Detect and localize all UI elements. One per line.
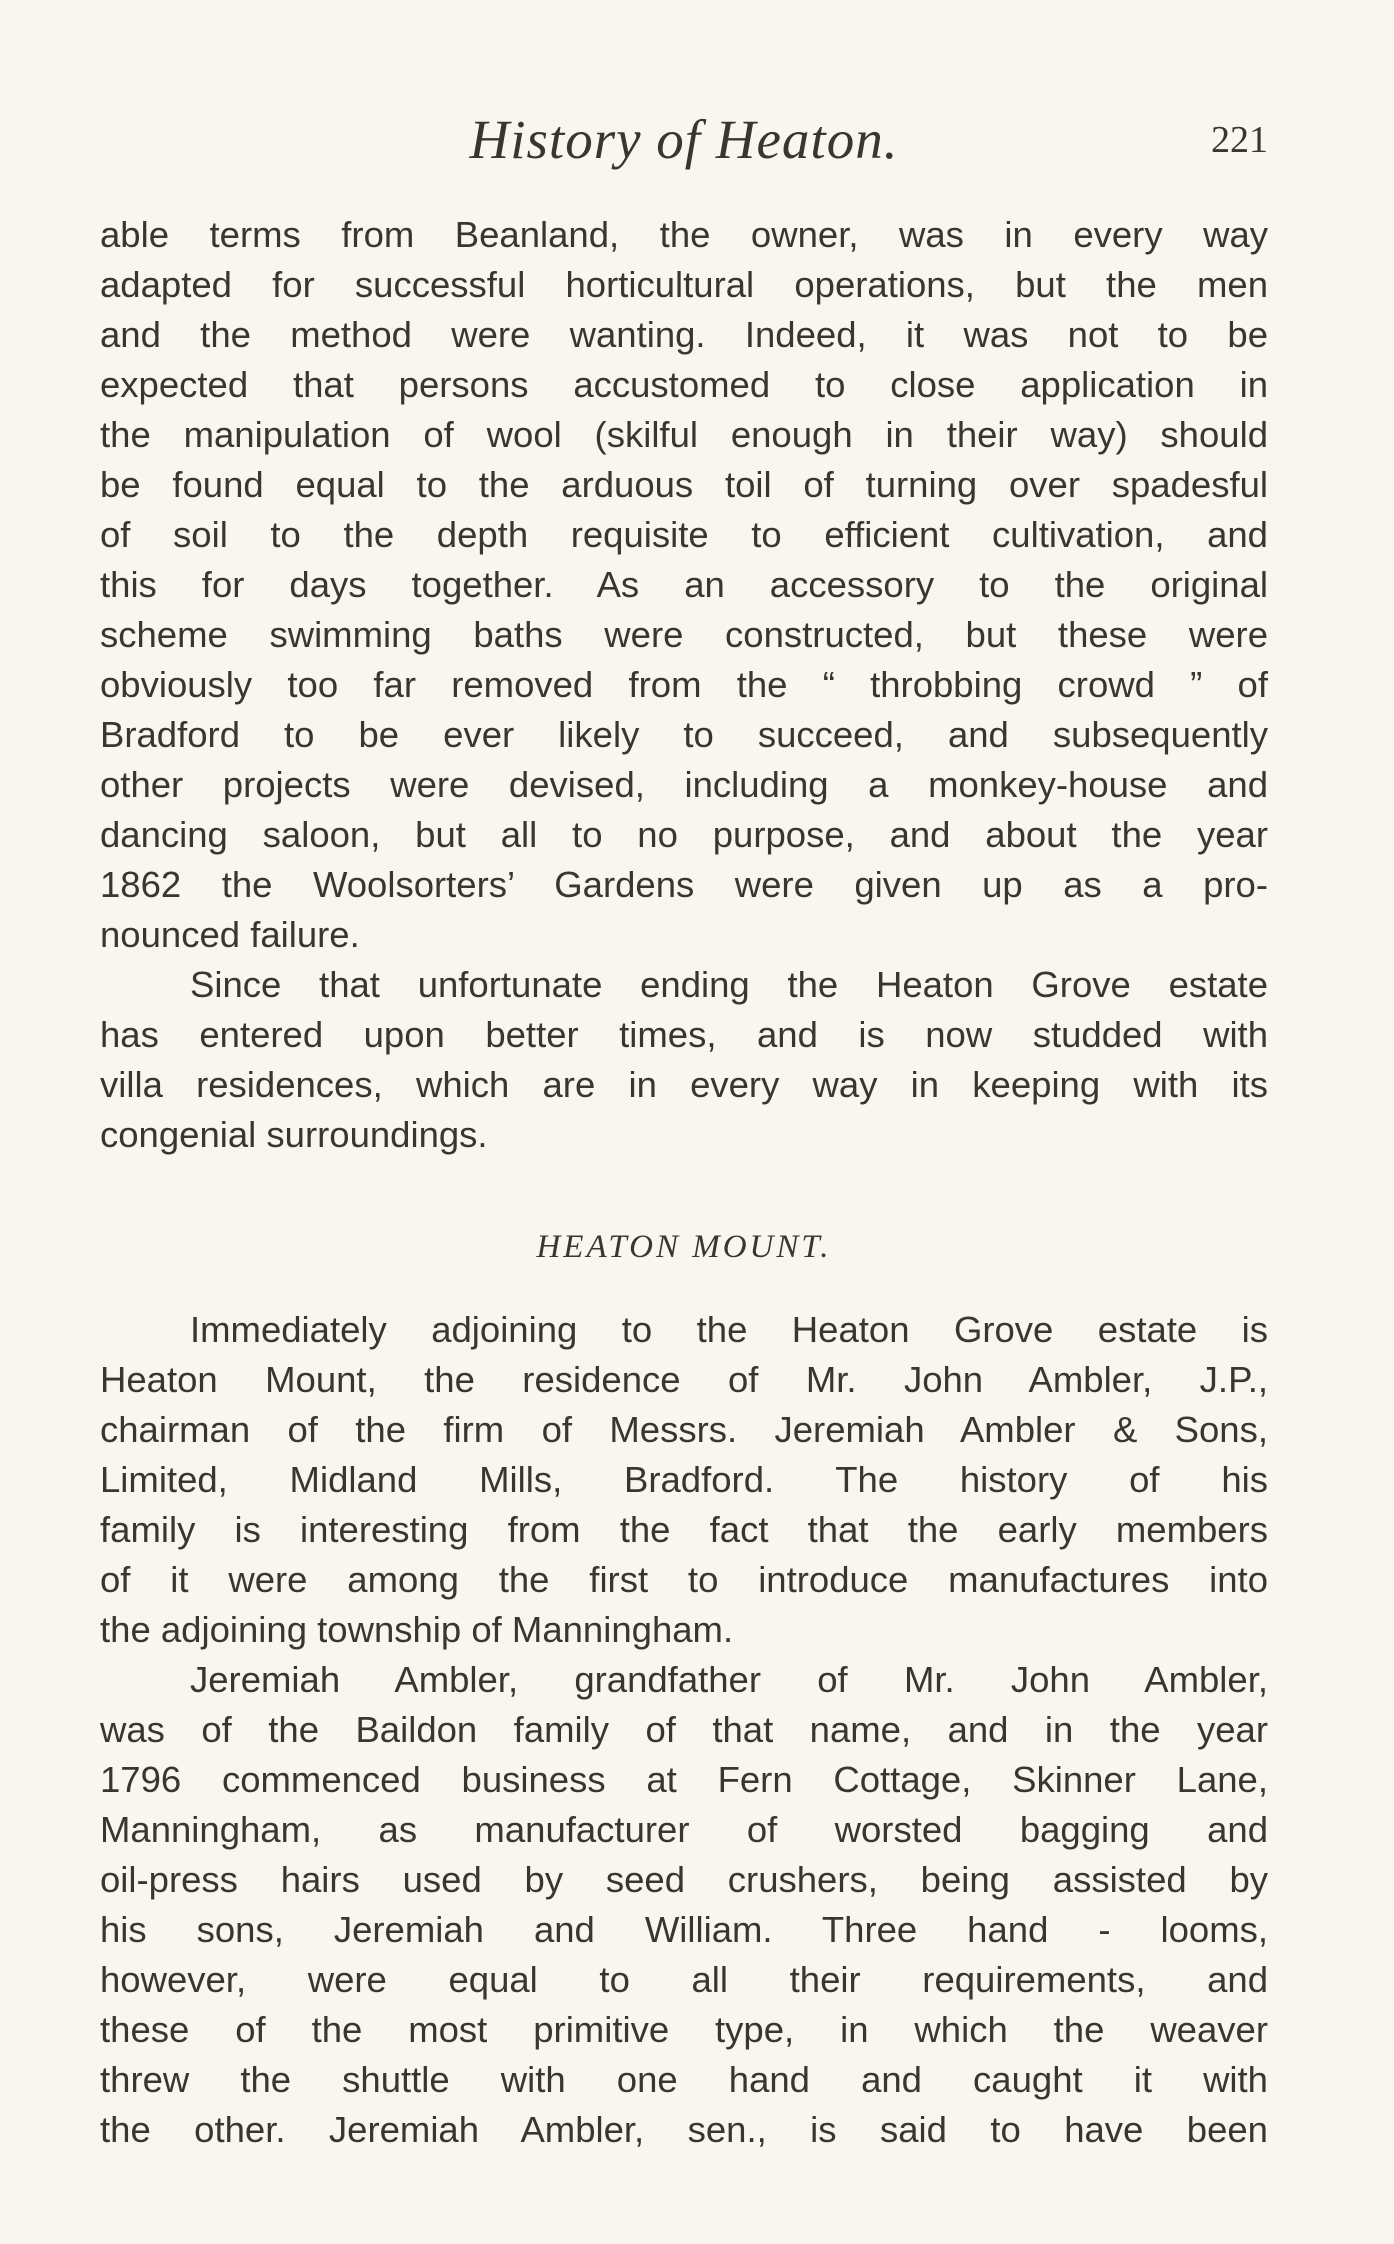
running-head	[100, 108, 1268, 172]
text-line: these of the most primitive type, in which the weaver	[100, 2009, 1268, 2050]
paragraph-heaton-mount	[100, 1305, 1268, 1655]
text-line: 1862 the Woolsorters’ Gardens were given up as a pro-	[100, 864, 1268, 905]
text-line: Jeremiah Ambler, grandfather of Mr. John Ambler,	[190, 1659, 1268, 1700]
text-line: adapted for successful horticultural operations, but the men	[100, 264, 1268, 305]
text-line: Bradford to be ever likely to succeed, and subsequently	[100, 714, 1268, 755]
text-line: oil-press hairs used by seed crushers, being assisted by	[100, 1859, 1268, 1900]
text-line: Manningham, as manufacturer of worsted bagging and	[100, 1809, 1268, 1850]
text-line: nounced failure.	[100, 914, 360, 955]
running-title: History of Heaton.	[469, 109, 899, 170]
text-line: his sons, Jeremiah and William. Three hand - looms,	[100, 1909, 1268, 1950]
text-line: chairman of the firm of Messrs. Jeremiah Ambler & Sons,	[100, 1409, 1268, 1450]
text-line: scheme swimming baths were constructed, but these were	[100, 614, 1268, 655]
text-line: family is interesting from the fact that the early members	[100, 1509, 1268, 1550]
text-line: 1796 commenced business at Fern Cottage, Skinner Lane,	[100, 1759, 1268, 1800]
text-line: Heaton Mount, the residence of Mr. John Ambler, J.P.,	[100, 1359, 1268, 1400]
text-line: however, were equal to all their requirements, and	[100, 1959, 1268, 2000]
section-heading: HEATON MOUNT.	[536, 1229, 832, 1265]
page-number: 221	[1211, 119, 1268, 161]
text-line: villa residences, which are in every way in keeping with its	[100, 1064, 1268, 1105]
text-line: and the method were wanting. Indeed, it was not to be	[100, 314, 1268, 355]
paragraph-woolsorters-gardens	[100, 210, 1268, 960]
text-line: be found equal to the arduous toil of turning over spadesful	[100, 464, 1268, 505]
text-line: obviously too far removed from the “ throbbing crowd ” of	[100, 664, 1268, 705]
text-line: of soil to the depth requisite to efficient cultivation, and	[100, 514, 1268, 555]
text-line: Immediately adjoining to the Heaton Grove estate is	[190, 1309, 1268, 1350]
text-line: this for days together. As an accessory to the original	[100, 564, 1268, 605]
text-line: dancing saloon, but all to no purpose, and about the year	[100, 814, 1268, 855]
text-line: expected that persons accustomed to close application in	[100, 364, 1268, 405]
paragraph-jeremiah-ambler	[100, 1655, 1268, 2155]
text-line: of it were among the first to introduce manufactures into	[100, 1559, 1268, 1600]
text-line: Limited, Midland Mills, Bradford. The history of his	[100, 1459, 1268, 1500]
text-line: the other. Jeremiah Ambler, sen., is said to have been	[100, 2109, 1268, 2150]
text-line: the adjoining township of Manningham.	[100, 1609, 734, 1650]
paragraph-heaton-grove-estate	[100, 960, 1268, 1160]
text-line: able terms from Beanland, the owner, was in every way	[100, 214, 1268, 255]
text-line: has entered upon better times, and is now studded with	[100, 1014, 1268, 1055]
text-line: congenial surroundings.	[100, 1114, 488, 1155]
text-line: was of the Baildon family of that name, and in the year	[100, 1709, 1268, 1750]
text-line: Since that unfortunate ending the Heaton Grove estate	[190, 964, 1268, 1005]
text-line: threw the shuttle with one hand and caught it with	[100, 2059, 1268, 2100]
text-line: other projects were devised, including a monkey-house and	[100, 764, 1268, 805]
text-line: the manipulation of wool (skilful enough in their way) should	[100, 414, 1268, 455]
